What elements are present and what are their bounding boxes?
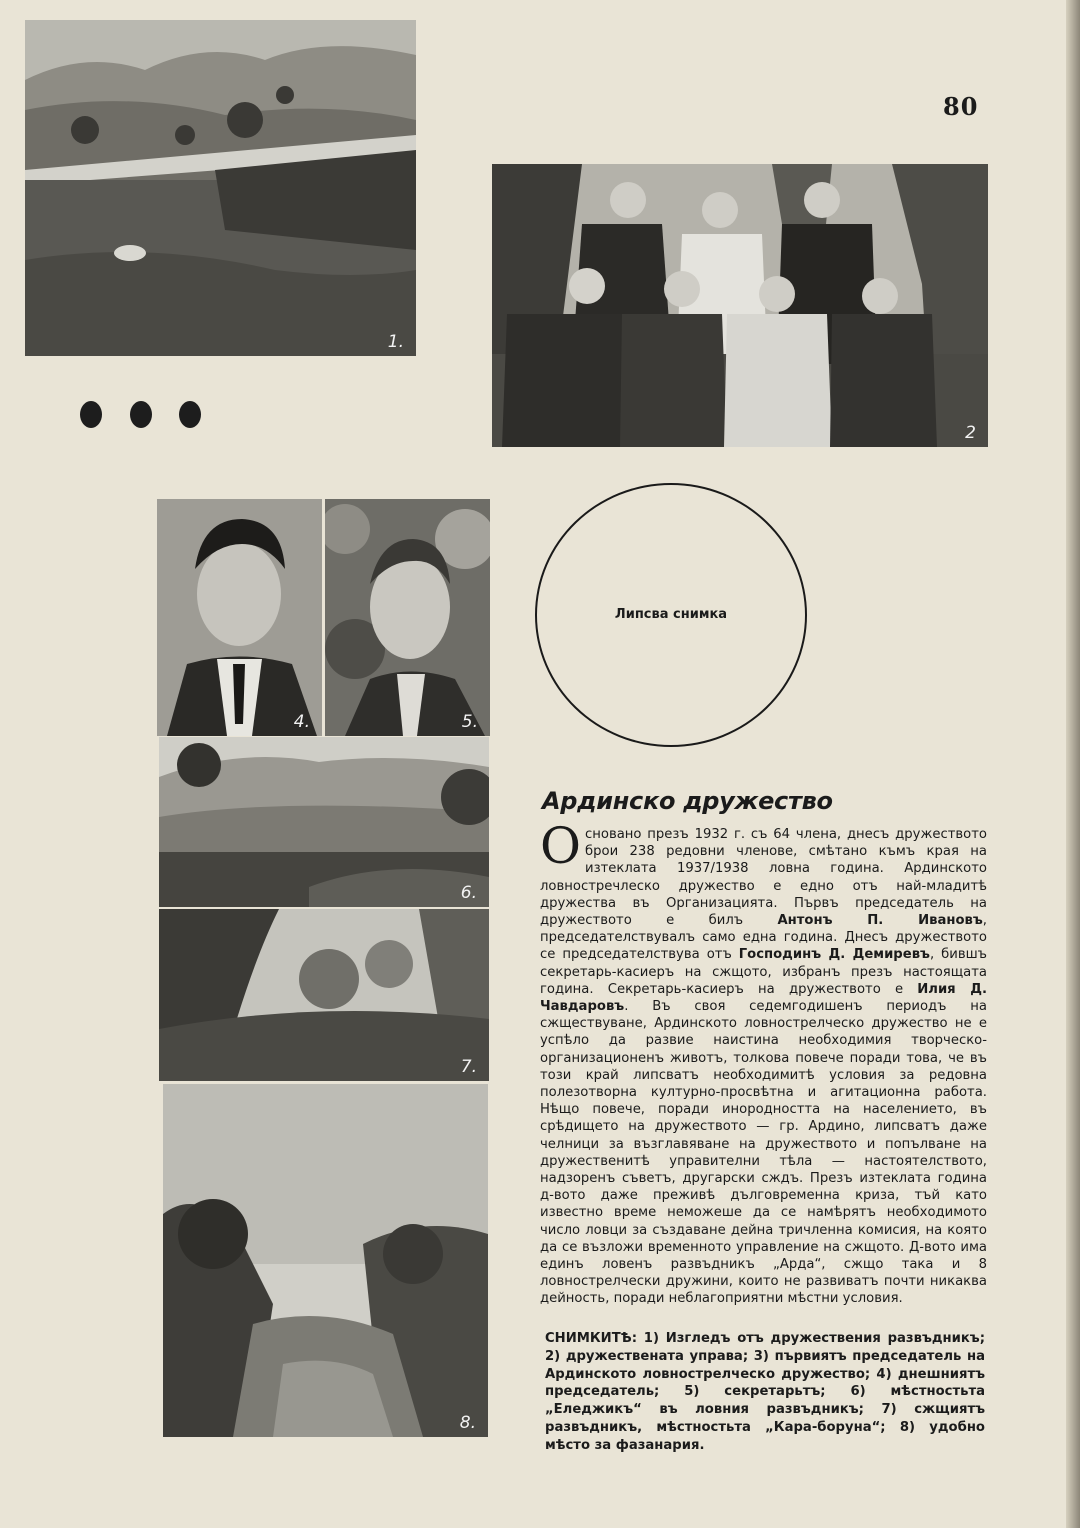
page-edge — [1066, 0, 1080, 1528]
article-text: , председателствувалъ само една година. Днесъ дружеството се председателствува отъ — [540, 913, 987, 963]
photo-number: 8. — [459, 1413, 476, 1433]
article-body — [540, 817, 987, 1308]
photo-2-group — [492, 164, 988, 447]
article-title: Ардинско дружество — [542, 787, 833, 815]
photo-number: 5. — [461, 712, 478, 732]
photo-8-landscape — [163, 1084, 488, 1437]
decorative-dot — [179, 401, 201, 428]
photo-6-landscape — [159, 737, 489, 907]
photo-1-landscape — [25, 20, 416, 356]
missing-photo-label: Липсва снимка — [614, 607, 728, 622]
first-chairman-name: Антонъ П. Ивановъ — [777, 913, 983, 929]
drop-cap: О — [540, 817, 581, 875]
page-number: 80 — [943, 92, 979, 121]
article-text: сновано презъ 1932 г. съ 64 члена, днесъ дружеството брои 238 редовни членове, смѣтано къмъ края на изтеклата 1937/1938 ловна година. Ардинското ловностречлеско дружество е едно отъ най-младитѣ дружества въ Организацията. Първъ председатель на дружеството е билъ — [540, 827, 987, 929]
photo-4-portrait — [157, 499, 322, 736]
photo-number: 4. — [293, 712, 310, 732]
decorative-dot — [130, 401, 152, 428]
photo-5-portrait — [325, 499, 490, 736]
photo-number: 6. — [460, 883, 477, 903]
photo-7-landscape — [159, 909, 489, 1081]
article-text: . Въ своя седемгодишенъ периодъ на сжществуване, Ардинското ловнострелческо дружество не е успѣло да развие наистина необходимия творческо-организационенъ животъ, толкова повече поради това, че въ този край липсватъ необходимитѣ условия за редовна полезотворна културно-просвѣтна и агитационна работа. Нѣщо повече, поради инородността на населението, въ срѣдището на дружеството — гр. Ардино, липсватъ даже челници за възглавяване на дружеството и попълване на дружественитѣ управителни тѣла — настоятелството, надзоренъ съветъ, другарски сждъ. Презъ изтеклата година д-вото даже преживѣ дълговременна криза, тъй като известно време неможеше да се намѣрятъ необходимото число ловци за създаване дейна тричленна комисия, на която да се възложи временното управление на сжщото. Д-вото има единъ ловенъ развъдникъ „Арда“, сжщо така и 8 ловнострелчески дружини, които не развиватъ почти никаква дейность, поради неблагоприятни мѣстни условия. — [540, 999, 987, 1307]
missing-photo-placeholder — [535, 483, 807, 747]
photo-number: 7. — [460, 1057, 477, 1077]
current-chairman-name: Господинъ Д. Демиревъ — [738, 947, 930, 963]
secretary-name: Илия Д. Чавдаровъ — [540, 981, 987, 1015]
article-text: , бившъ секретарь-касиеръ на сжщото, избранъ презъ настоящата година. Секретарь-касиеръ на дружеството е — [540, 947, 987, 997]
photo-number: 1. — [387, 332, 404, 352]
photo-captions: СНИМКИТѢ: 1) Изгледъ отъ дружествения развъдникъ; 2) дружествената управа; 3) първиятъ председатель на Ардинското ловнострелческо дружество; 4) днешниятъ председатель; 5) секретарьтъ; 6) мѣстностьта „Еледжикъ“ въ ловния развъдникъ; 7) сжщиятъ развъдникъ, мѣстностьта „Кара-боруна“; 8) удобно мѣсто за фазанария. — [545, 1331, 985, 1453]
photo-number: 2 — [965, 423, 976, 443]
decorative-dot — [80, 401, 102, 428]
